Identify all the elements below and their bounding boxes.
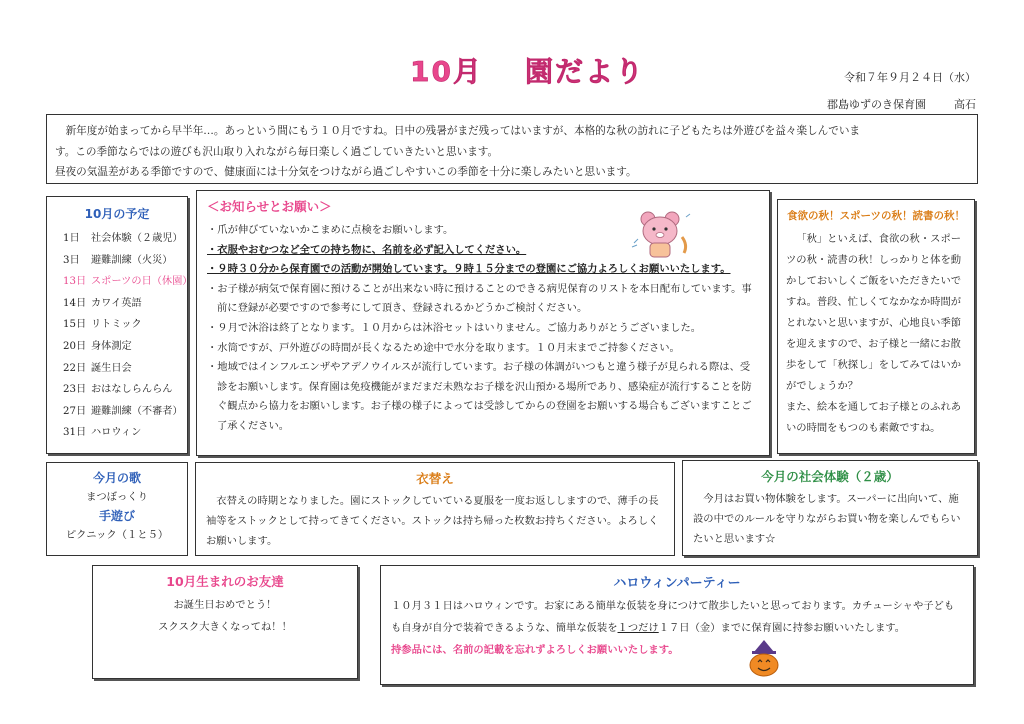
song-name: まつぼっくり — [86, 491, 148, 503]
halloween-note: 持参品には、名前の記載を忘れずよろしくお願いいたします。 — [391, 644, 679, 656]
intro-box — [46, 114, 978, 184]
title-month: 10月 — [410, 55, 483, 88]
halloween-box — [380, 565, 974, 685]
notice-item: ・地域ではインフルエンザやアデノウイルスが流行しています。お子様の体調がいつもと違う様子が見られる際は、受診をお願いします。保育園は免疫機能がまだまだ未熟なお子様を沢山預かる場所であり、感染症が流行することを防ぐ観点から協力をお願いします。お子様の様子によっては受診してからの登園をお願いする場合もございますことご了承ください。 — [207, 361, 752, 432]
halloween-emphasis: １つだけ — [617, 622, 659, 634]
issue-date: 令和７年９月２４日（水） — [844, 71, 976, 84]
notice-item: ・水筒ですが、戸外遊びの時間が長くなるため途中で水分を取ります。１０月末までご持参ください。 — [207, 341, 680, 354]
notice-item-emphasis: ・衣服やおむつなど全ての持ち物に、名前を必ず記入してください。 — [207, 243, 527, 256]
title-main: 園だより — [524, 55, 645, 88]
social-experience-box — [682, 460, 978, 556]
notice-item: ・爪が伸びていないかこまめに点検をお願いします。 — [207, 224, 454, 236]
schedule-box — [46, 196, 193, 454]
social-experience-text: 今月はお買い物体験をします。スーパーに出向いて、施設の中でのルールを守りながらお買い物を楽しんでもらいたいと思います☆ — [693, 493, 961, 545]
seasonal-clothing-text: 衣替えの時期となりました。園にストックしていている夏服を一度お返ししますので、薄手の長袖等をストックとして持ってきてください。ストックは持ち帰った枚数お持ちください。よろしくお願いします。 — [206, 495, 659, 547]
social-experience-title: 今月の社会体験（２歳） — [761, 469, 899, 484]
halloween-title: ハロウィンパーティー — [613, 576, 741, 591]
birthday-title: 10月生まれのお友達 — [166, 574, 284, 589]
schedule-item: 22日 誕生日会 — [63, 362, 132, 374]
schedule-item: 14日 カワイ英語 — [63, 297, 142, 309]
notice-item: ・お子様が病気で保育園に預けることが出来ない時に預けることのできる病児保育のリストを本日配布しています。事前に登録が必要ですので参考にして頂き、登録されるかどうかご検討ください。 — [207, 282, 752, 315]
school-author — [827, 96, 976, 112]
schedule-item: 3日 避難訓練（火災） — [63, 254, 173, 266]
schedule-item: 23日 おはなしらんらん — [63, 384, 173, 396]
bear-illustration-icon — [626, 207, 696, 259]
intro-line-1: 新年度が始まってから早半年…。あっという間にもう１０月ですね。日中の残暑がまだ残ってはいますが、本格的な秋の訪れに子どもたちは外遊びを益々楽しんでいま — [65, 125, 861, 137]
notice-item: ・９月で沐浴は終了となります。１０月からは沐浴セットはいりません。ご協力ありがとうございました。 — [207, 321, 702, 334]
song-title: 今月の歌 — [92, 471, 141, 485]
play-name: ピクニック（１と５） — [65, 529, 169, 541]
schedule-title: 10月の予定 — [84, 207, 150, 221]
notice-item-emphasis: ・９時３０分から保育園での活動が開始しています。９時１５分までの登園にご協力よろしくお願いいたします。 — [207, 263, 731, 276]
birthday-line-1: お誕生日おめでとう！ — [173, 599, 277, 611]
song-box — [46, 462, 188, 556]
notice-title: ＜お知らせとお願い＞ — [207, 199, 332, 214]
seasonal-clothing-title: 衣替え — [416, 471, 454, 486]
pumpkin-illustration-icon — [744, 638, 784, 678]
autumn-box — [777, 199, 975, 454]
schedule-item: 1日 社会体験（２歳児） — [63, 233, 183, 244]
birthday-box — [92, 565, 358, 679]
schedule-item: 15日 リトミック — [63, 319, 142, 331]
halloween-text: １０月３１日はハロウィンです。お家にある簡単な仮装を身につけて散歩したいと思っております。カチューシャや子どもも自身が自分で装着できるような、簡単な仮装を１つだけ１７日（金）までに保育園に持参お願いいたします。 — [391, 600, 955, 634]
autumn-paragraph-1: 「秋」といえば、食欲の秋・スポーツの秋・読書の秋！しっかりと体を動かしておいしくご飯をいただきたいですね。普段、忙しくてなかなか時間がとれないと思いますが、心地良い季節を迎えますので、お子様と一緒にお散歩をして「秋探し」をしてみてはいかがでしょうか？ — [786, 233, 962, 392]
school-name: 郡島ゆずのき保育園 — [827, 98, 926, 111]
schedule-item: 27日 避難訓練（不審者） — [63, 405, 183, 417]
schedule-item-holiday: 13日 スポーツの日（休園） — [63, 276, 193, 288]
schedule-item: 31日 ハロウィン — [63, 427, 142, 439]
page-title — [410, 50, 650, 90]
intro-line-2: す。この季節ならではの遊びも沢山取り入れながら毎日楽しく過ごしていきたいと思います。 — [55, 145, 499, 158]
birthday-line-2: スクスク大きくなってね！！ — [158, 621, 292, 633]
play-title: 手遊び — [98, 509, 135, 523]
seasonal-clothing-box — [195, 462, 675, 556]
autumn-title: 食欲の秋！スポーツの秋！読書の秋！ — [786, 210, 966, 222]
intro-line-3: 昼夜の気温差がある季節ですので、健康面には十分気をつけながら過ごしやすいこの季節を十分に楽しみたいと思います。 — [55, 166, 637, 178]
autumn-paragraph-2: また、絵本を通してお子様とのふれあいの時間をもつのも素敵ですね。 — [786, 401, 962, 434]
author-name: 高石 — [954, 98, 976, 111]
schedule-list — [53, 228, 193, 444]
schedule-item: 20日 身体測定 — [63, 340, 132, 352]
